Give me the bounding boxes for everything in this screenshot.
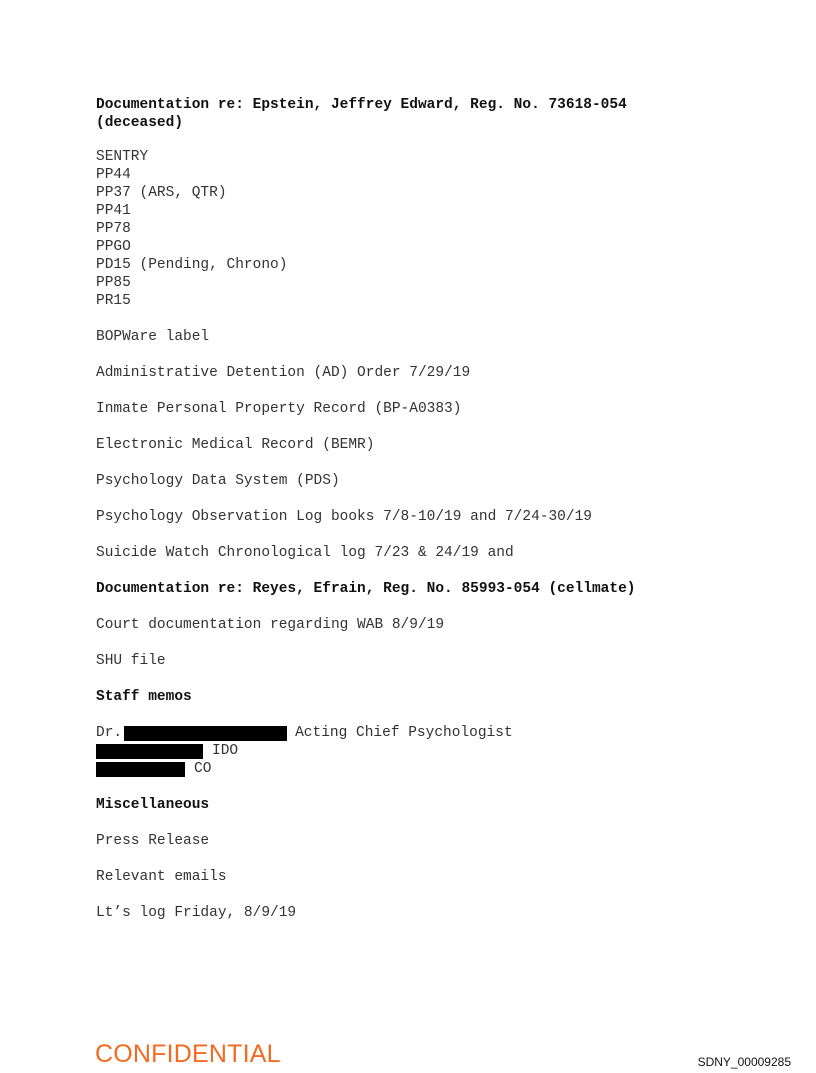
sentry-list-item: PP37 (ARS, QTR) (96, 185, 227, 201)
epstein-doc-item: Electronic Medical Record (BEMR) (96, 437, 375, 453)
sentry-list-item: SENTRY (96, 149, 149, 165)
sentry-list-item: PP44 (96, 167, 131, 183)
redaction-box (96, 762, 185, 777)
staff-memo-line (96, 742, 736, 760)
sentry-list-item: PP78 (96, 221, 131, 237)
epstein-doc-item: Suicide Watch Chronological log 7/23 & 24/19 and (96, 545, 514, 561)
memo-title-acting-chief: Acting Chief Psychologist (295, 725, 513, 741)
epstein-doc-item: Psychology Data System (PDS) (96, 473, 340, 489)
sentry-list-item: PP41 (96, 203, 131, 219)
redaction-box (124, 726, 287, 741)
epstein-doc-item: BOPWare label (96, 329, 210, 345)
confidential-stamp: CONFIDENTIAL (95, 1040, 281, 1068)
cellmate-heading: Documentation re: Reyes, Efrain, Reg. No. 85993-054 (cellmate) (96, 581, 636, 597)
memo-title-co: CO (194, 761, 212, 777)
epstein-doc-item: Inmate Personal Property Record (BP-A0383) (96, 401, 462, 417)
misc-item: Press Release (96, 833, 210, 849)
main-heading-line-2: (deceased) (96, 115, 184, 131)
sentry-list-item: PD15 (Pending, Chrono) (96, 257, 288, 273)
bates-number: SDNY_00009285 (697, 1055, 791, 1069)
redaction-box (96, 744, 203, 759)
sentry-list-item: PPGO (96, 239, 131, 255)
sentry-list (96, 148, 736, 310)
memo-dr-prefix: Dr. (96, 725, 123, 741)
cellmate-doc-item: Court documentation regarding WAB 8/9/19 (96, 617, 445, 633)
epstein-doc-item: Administrative Detention (AD) Order 7/29/19 (96, 365, 471, 381)
misc-heading: Miscellaneous (96, 797, 210, 813)
staff-memos-list (96, 724, 736, 778)
cellmate-doc-item: SHU file (96, 653, 166, 669)
sentry-list-item: PP85 (96, 275, 131, 291)
sentry-list-item: PR15 (96, 293, 131, 309)
staff-memo-line (96, 760, 736, 778)
misc-item: Relevant emails (96, 869, 227, 885)
staff-memos-heading: Staff memos (96, 689, 192, 705)
memo-title-ido: IDO (212, 743, 239, 759)
misc-item: Lt’s log Friday, 8/9/19 (96, 905, 297, 921)
document-page (96, 96, 736, 940)
epstein-doc-item: Psychology Observation Log books 7/8-10/19 and 7/24-30/19 (96, 509, 592, 525)
main-heading-line-1: Documentation re: Epstein, Jeffrey Edward, Reg. No. 73618-054 (96, 97, 627, 113)
staff-memo-line (96, 724, 736, 742)
